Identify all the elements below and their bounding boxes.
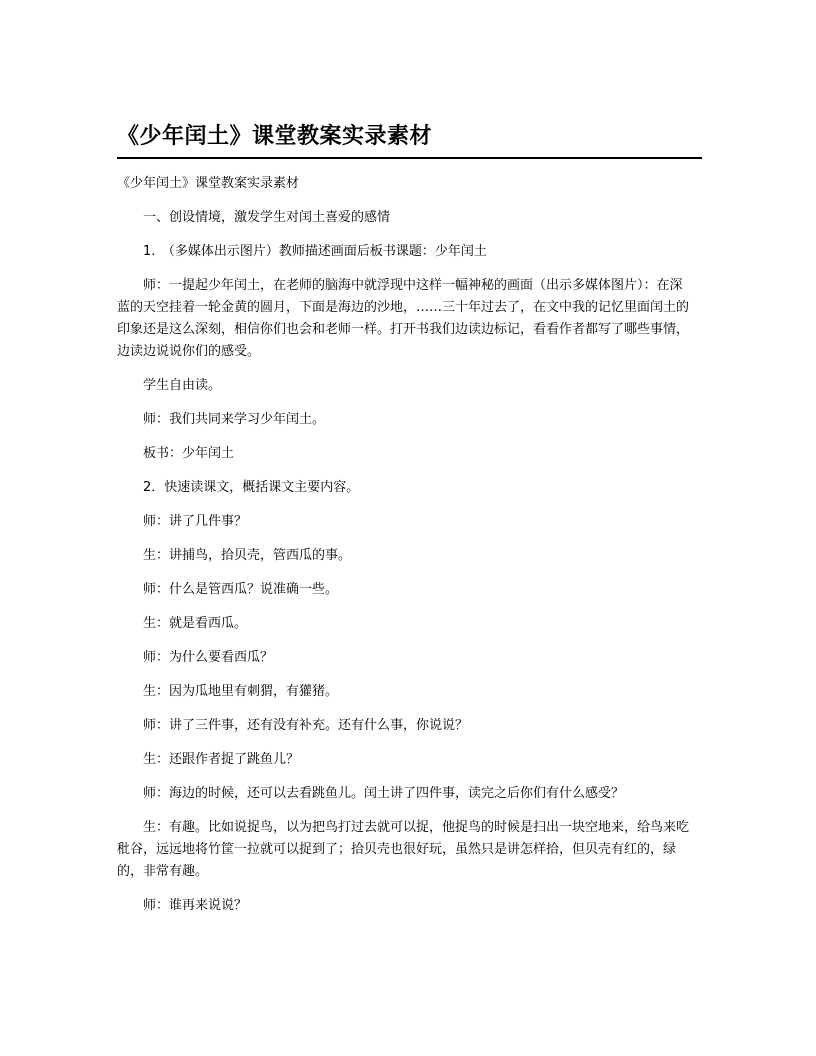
dialogue-paragraph: 生：有趣。比如说捉鸟，以为把鸟打过去就可以捉，他捉鸟的时候是扫出一块空地来，给鸟来吃秕谷，远远地将竹筐一拉就可以捉到了；拾贝壳也很好玩，虽然只是讲怎样拾，但贝壳有红的，绿的，非常有趣。 xyxy=(117,820,690,879)
document-title: 《少年闰土》课堂教案实录素材 xyxy=(117,124,433,149)
dialogue-paragraph: 师：一提起少年闰土，在老师的脑海中就浮现中这样一幅神秘的画面（出示多媒体图片）：在深蓝的天空挂着一轮金黄的圆月，下面是海边的沙地，……三十年过去了，在文中我的记忆里面闰土的印象还是这么深刻，相信你们也会和老师一样。打开书我们边读边标记，看看作者都写了哪些事情，边读边说说你们的感受。 xyxy=(117,278,690,359)
document-body xyxy=(117,173,695,917)
dialogue-paragraph: 师：为什么要看西瓜？ xyxy=(143,650,274,665)
dialogue-paragraph: 生：因为瓜地里有刺猬，有獾猪。 xyxy=(143,684,339,699)
dialogue-paragraph: 学生自由读。 xyxy=(143,378,222,393)
step-paragraph: 1. （多媒体出示图片）教师描述画面后板书课题：少年闰土 xyxy=(143,244,487,259)
dialogue-paragraph: 生：讲捕鸟，拾贝壳，管西瓜的事。 xyxy=(143,548,352,563)
section-heading: 一、创设情境，激发学生对闰土喜爱的感情 xyxy=(143,210,391,225)
dialogue-paragraph: 师：讲了三件事，还有没有补充。还有什么事，你说说？ xyxy=(143,718,469,733)
subtitle-paragraph: 《少年闰土》课堂教案实录素材 xyxy=(117,176,300,191)
dialogue-paragraph: 师：海边的时候，还可以去看跳鱼儿。闰土讲了四件事，读完之后你们有什么感受？ xyxy=(143,786,625,801)
dialogue-paragraph: 生：还跟作者捉了跳鱼儿？ xyxy=(143,752,300,767)
step-paragraph: 2．快速读课文，概括课文主要内容。 xyxy=(143,480,360,495)
dialogue-paragraph: 师：谁再来说说？ xyxy=(143,898,248,913)
dialogue-paragraph: 师：我们共同来学习少年闰土。 xyxy=(143,412,326,427)
title-underline xyxy=(117,157,702,159)
dialogue-paragraph: 板书：少年闰土 xyxy=(143,446,235,461)
dialogue-paragraph: 生：就是看西瓜。 xyxy=(143,616,248,631)
dialogue-paragraph: 师：讲了几件事？ xyxy=(143,514,248,529)
dialogue-paragraph: 师：什么是管西瓜？说准确一些。 xyxy=(143,582,339,597)
